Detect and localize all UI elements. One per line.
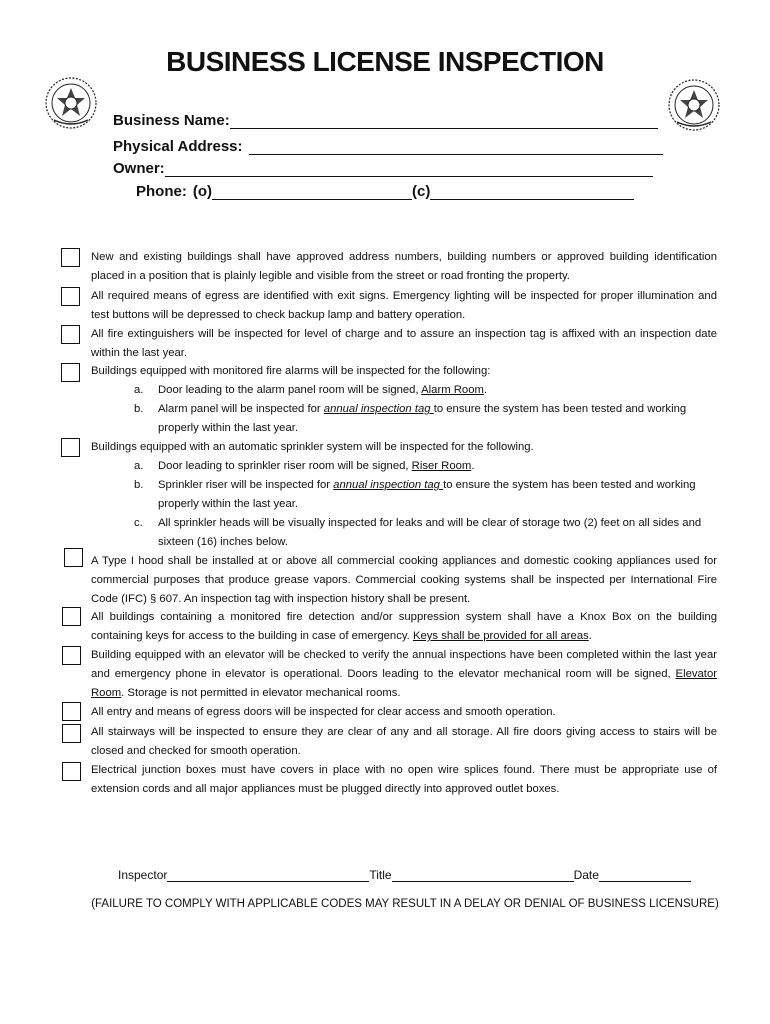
sub-letter: b.: [134, 403, 144, 415]
business-name-label: Business Name:: [113, 112, 230, 129]
sprinkler-sub-a: [134, 457, 718, 476]
inspector-blank[interactable]: [167, 869, 369, 882]
phone-cell-label: (c): [412, 183, 431, 200]
phone-office-blank[interactable]: [212, 185, 412, 200]
sub-text-post: .: [471, 460, 475, 472]
alarm-sub-a: [134, 381, 718, 400]
business-name-blank[interactable]: [230, 114, 658, 129]
physical-address-field[interactable]: [113, 138, 663, 155]
list-item: A Type I hood shall be installed at or above all commercial cooking appliances and domestic cooking appliances used for commercial purposes that produce grease vapors. Commercial cooking systems shall be inspected per International Fire Code (IFC) § 607. An inspection tag with inspection history shall be present.: [91, 555, 717, 605]
sub-text: Door leading to the alarm panel room will be signed,: [158, 384, 422, 396]
sub-underlined-italic: annual inspection tag: [323, 403, 434, 415]
sub-text-post: .: [483, 384, 488, 396]
footer-notice: (FAILURE TO COMPLY WITH APPLICABLE CODES MAY RESULT IN A DELAY OR DENIAL OF BUSINESS LICENSURE): [91, 898, 719, 910]
sub-text: Sprinkler riser will be inspected for: [158, 479, 334, 491]
sprinkler-sub-c: [134, 514, 718, 552]
title-blank[interactable]: [392, 869, 574, 882]
list-item: [91, 646, 717, 703]
sub-text: Alarm panel will be inspected for: [158, 403, 324, 415]
checkbox-fire-alarms[interactable]: [61, 363, 80, 382]
checkbox-sprinkler-system[interactable]: [61, 438, 80, 457]
phone-office-label: (o): [192, 183, 212, 200]
date-blank[interactable]: [599, 869, 691, 882]
checkbox-address-numbers[interactable]: [61, 248, 80, 267]
sub-letter: b.: [134, 479, 144, 491]
business-name-field[interactable]: [113, 112, 658, 129]
checkbox-type-i-hood[interactable]: [64, 548, 83, 567]
sub-text: All sprinkler heads will be visually inspected for leaks and will be clear of storage two (2) feet on all sides and sixteen (16) inches below.: [158, 517, 702, 548]
title-label: Title: [369, 868, 392, 882]
list-item: Electrical junction boxes must have covers in place with no open wire splices found. There must be appropriate use of extension cords and all major appliances must be plugged directly into approved outlet boxes.: [91, 764, 717, 795]
item-underlined: Elevator Room: [91, 668, 717, 699]
alarm-sub-b: [134, 400, 718, 438]
sprinkler-sub-b: [134, 476, 718, 514]
owner-label: Owner:: [113, 160, 165, 177]
checkbox-entry-doors[interactable]: [62, 702, 81, 721]
list-item: All stairways will be inspected to ensure they are clear of any and all storage. All fire doors giving access to stairs will be closed and checked for smooth operation.: [91, 726, 717, 757]
date-label: Date: [573, 868, 599, 882]
checkbox-egress-signs[interactable]: [61, 287, 80, 306]
list-item: Buildings equipped with monitored fire alarms will be inspected for the following:: [91, 365, 491, 377]
checkbox-fire-extinguishers[interactable]: [61, 325, 80, 344]
phone-label: Phone:: [136, 183, 187, 200]
phone-field[interactable]: [136, 183, 634, 200]
phone-cell-blank[interactable]: [430, 185, 634, 200]
physical-address-blank[interactable]: [249, 140, 663, 155]
checkbox-elevator[interactable]: [62, 646, 81, 665]
checkbox-stairways[interactable]: [62, 724, 81, 743]
signature-row: [118, 868, 691, 882]
list-item: All entry and means of egress doors will be inspected for clear access and smooth operation.: [91, 706, 556, 718]
sub-letter: a.: [134, 460, 144, 472]
sub-letter: a.: [134, 384, 144, 396]
fire-department-seal-icon: [667, 78, 721, 132]
sub-text: Door leading to sprinkler riser room will be signed,: [158, 460, 412, 472]
list-item: All fire extinguishers will be inspected for level of charge and to assure an inspection tag is affixed with an inspection date within the last year.: [91, 328, 717, 359]
list-item: Buildings equipped with an automatic sprinkler system will be inspected for the following.: [91, 441, 534, 453]
item-text-post: .: [588, 630, 592, 642]
item-text-post: . Storage is not permitted in elevator mechanical rooms.: [121, 687, 401, 699]
sub-underlined: Alarm Room: [421, 384, 484, 396]
page-title: BUSINESS LICENSE INSPECTION: [166, 46, 604, 77]
owner-field[interactable]: [113, 160, 653, 177]
item-underlined: Keys shall be provided for all areas: [412, 630, 589, 642]
sub-underlined: Riser Room: [411, 460, 472, 472]
sub-letter: c.: [134, 517, 143, 529]
physical-address-label: Physical Address:: [113, 138, 243, 155]
inspector-label: Inspector: [118, 868, 168, 882]
item-text: All buildings containing a monitored fire detection and/or suppression system shall have a Knox Box on the building containing keys for access to the building in case of emergency.: [91, 611, 717, 642]
owner-blank[interactable]: [165, 162, 653, 177]
sub-text-post: to ensure the system has been tested and working properly within the last year.: [158, 479, 696, 510]
sub-text-post: to ensure the system has been tested and working properly within the last year.: [158, 403, 687, 434]
checkbox-electrical[interactable]: [62, 762, 81, 781]
list-item: [91, 608, 717, 646]
fire-department-seal-icon: [44, 76, 98, 130]
sub-underlined-italic: annual inspection tag: [333, 479, 444, 491]
list-item: New and existing buildings shall have approved address numbers, building numbers or approved building identification placed in a position that is plainly legible and visible from the street or road fronting the property.: [91, 251, 717, 282]
list-item: All required means of egress are identified with exit signs. Emergency lighting will be inspected for proper illumination and test buttons will be depressed to check backup lamp and battery operation.: [91, 290, 717, 321]
checkbox-knox-box[interactable]: [62, 607, 81, 626]
item-text: Building equipped with an elevator will be checked to verify the annual inspections have been completed within the last year and emergency phone in elevator is operational. Doors leading to the elevator mechanical room will be signed,: [91, 649, 717, 680]
